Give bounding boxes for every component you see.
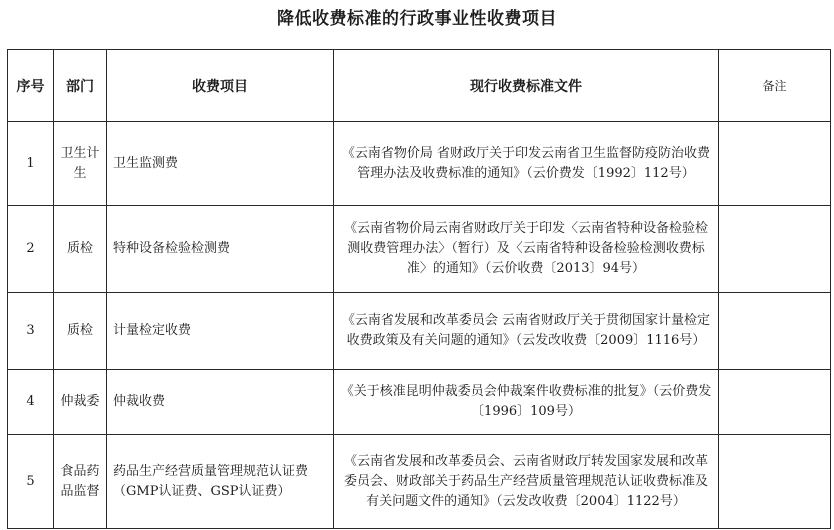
table-row: [8, 370, 831, 435]
row-department: 质检: [54, 206, 107, 293]
header-document: 现行收费标准文件: [334, 50, 719, 122]
header-item: 收费项目: [107, 50, 334, 122]
row-remark: [719, 206, 831, 293]
row-number: 1: [8, 122, 54, 206]
row-department: 食品药品监督: [54, 435, 107, 529]
row-item: 计量检定收费: [107, 293, 334, 370]
row-department: 仲裁委: [54, 370, 107, 435]
table-row: [8, 122, 831, 206]
row-item: 卫生监测费: [107, 122, 334, 206]
table-row: [8, 206, 831, 293]
row-remark: [719, 370, 831, 435]
row-item: 药品生产经营质量管理规范认证费（GMP认证费、GSP认证费）: [107, 435, 334, 529]
table-header-row: [8, 50, 831, 122]
row-item: 特种设备检验检测费: [107, 206, 334, 293]
row-item: 仲裁收费: [107, 370, 334, 435]
table-row: [8, 435, 831, 529]
row-document: 《云南省发展和改革委员会、云南省财政厅转发国家发展和改革委员会、财政部关于药品生产经营质量管理规范认证收费标准及有关问题文件的通知》（云发改收费〔2004〕1122号）: [334, 435, 719, 529]
row-number: 2: [8, 206, 54, 293]
row-remark: [719, 122, 831, 206]
row-department: 质检: [54, 293, 107, 370]
row-document: 《云南省物价局云南省财政厅关于印发〈云南省特种设备检验检测收费管理办法〉（暂行）及〈云南省特种设备检验检测收费标准〉的通知》（云价收费〔2013〕94号）: [334, 206, 719, 293]
row-number: 4: [8, 370, 54, 435]
header-department: 部门: [54, 50, 107, 122]
row-remark: [719, 293, 831, 370]
fee-table: [7, 49, 831, 529]
header-remark: 备注: [719, 50, 831, 122]
row-number: 3: [8, 293, 54, 370]
row-department: 卫生计生: [54, 122, 107, 206]
table-row: [8, 293, 831, 370]
row-document: 《云南省发展和改革委员会 云南省财政厅关于贯彻国家计量检定收费政策及有关问题的通知》（云发改收费〔2009〕1116号）: [334, 293, 719, 370]
document-title: 降低收费标准的行政事业性收费项目: [277, 9, 557, 29]
row-document: 《关于核准昆明仲裁委员会仲裁案件收费标准的批复》（云价费发〔1996〕109号）: [334, 370, 719, 435]
row-document: 《云南省物价局 省财政厅关于印发云南省卫生监督防疫防治收费管理办法及收费标准的通知》（云价费发〔1992〕112号）: [334, 122, 719, 206]
row-number: 5: [8, 435, 54, 529]
header-no: 序号: [8, 50, 54, 122]
row-remark: [719, 435, 831, 529]
